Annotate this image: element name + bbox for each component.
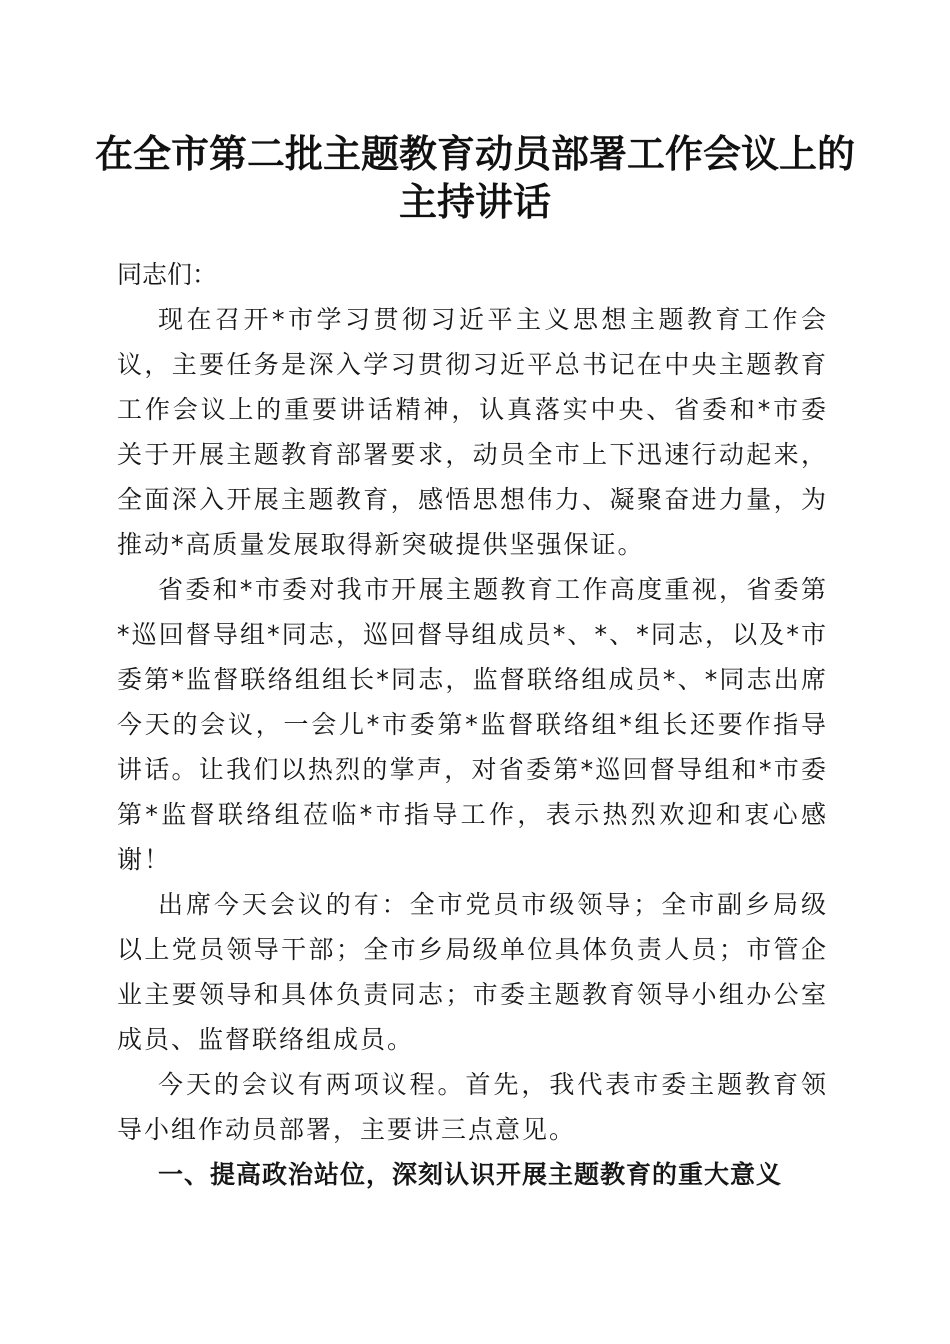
title-line-2: 主持讲话 — [398, 179, 551, 224]
document-title — [60, 130, 890, 226]
paragraph-attendees: 出席今天会议的有：全市党员市级领导；全市副乡局级以上党员领导干部；全市乡局级单位具体负责人员；市管企业主要领导和具体负责同志；市委主题教育领导小组办公室成员、监督联络组成员。 — [117, 890, 828, 1054]
title-line-1: 在全市第二批主题教育动员部署工作会议上的 — [94, 131, 855, 176]
paragraph-opening: 现在召开*市学习贯彻习近平主义思想主题教育工作会议，主要任务是深入学习贯彻习近平总书记在中央主题教育工作会议上的重要讲话精神，认真落实中央、省委和*市委关于开展主题教育部署要求，动员全市上下迅速行动起来，全面深入开展主题教育，感悟思想伟力、凝聚奋进力量，为推动*高质量发展取得新突破提供坚强保证。 — [117, 305, 828, 559]
section-heading-1: 一、提高政治站位，深刻认识开展主题教育的重大意义 — [158, 1160, 783, 1189]
document-body — [117, 252, 828, 1197]
paragraph-welcome: 省委和*市委对我市开展主题教育工作高度重视，省委第*巡回督导组*同志，巡回督导组成员*、*、*同志，以及*市委第*监督联络组组长*同志，监督联络组成员*、*同志出席今天的会议，一会儿*市委第*监督联络组*组长还要作指导讲话。让我们以热烈的掌声，对省委第*巡回督导组和*市委第*监督联络组莅临*市指导工作，表示热烈欢迎和衷心感谢！ — [117, 575, 828, 874]
paragraph-agenda: 今天的会议有两项议程。首先，我代表市委主题教育领导小组作动员部署，主要讲三点意见。 — [117, 1070, 828, 1144]
salutation: 同志们： — [117, 260, 218, 289]
